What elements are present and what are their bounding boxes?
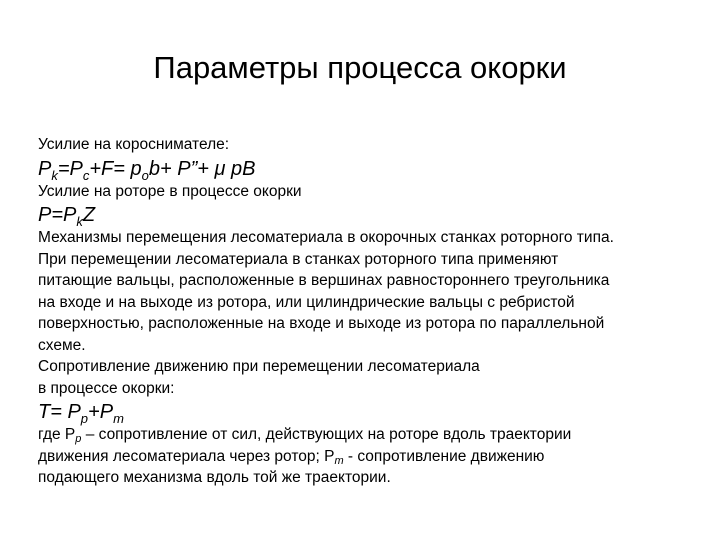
- paragraph-line: схеме.: [38, 336, 86, 354]
- paragraph-line: движения лесоматериала через ротор; Pm - сопротивление движению: [38, 447, 545, 467]
- paragraph-line: где Pp – сопротивление от сил, действующих на роторе вдоль траектории: [38, 426, 572, 445]
- rotor-force-process-label: Усилие на роторе в процессе окорки: [38, 182, 302, 200]
- slide-title: Параметры процесса окорки: [153, 50, 567, 85]
- paragraph-line: на входе и на выходе из ротора, или цилиндрические вальцы с ребристой: [38, 293, 575, 311]
- paragraph-line: При перемещении лесоматериала в станках роторного типа применяют: [38, 250, 559, 268]
- paragraph-mechanisms: [38, 227, 714, 356]
- paragraph-line: в процессе окорки:: [38, 379, 175, 397]
- paragraph-line: питающие вальцы, расположенные в вершинах равностороннего треугольника: [38, 272, 610, 289]
- paragraph-line: Сопротивление движению при перемещении лесоматериала: [38, 358, 480, 375]
- formula-resistance: $T= P_p+P_m$: [38, 401, 124, 426]
- paragraph-resistance: [38, 356, 714, 399]
- paragraph-line: Механизмы перемещения лесоматериала в окорочных станках роторного типа.: [38, 229, 614, 246]
- rotor-force-label: Усилие на короснимателе:: [38, 136, 230, 153]
- formula-bark-remover: $P_k=P_c+F= p_ob+$ P”+ μ pB: [38, 157, 256, 183]
- formula-rotor: $P=P_kZ$: [38, 204, 96, 229]
- slide-body: [38, 134, 714, 489]
- paragraph-line: подающего механизма вдоль той же траектории.: [38, 469, 391, 486]
- paragraph-definitions: [38, 424, 714, 489]
- paragraph-line: поверхностью, расположенные на входе и выходе из ротора по параллельной: [38, 315, 605, 332]
